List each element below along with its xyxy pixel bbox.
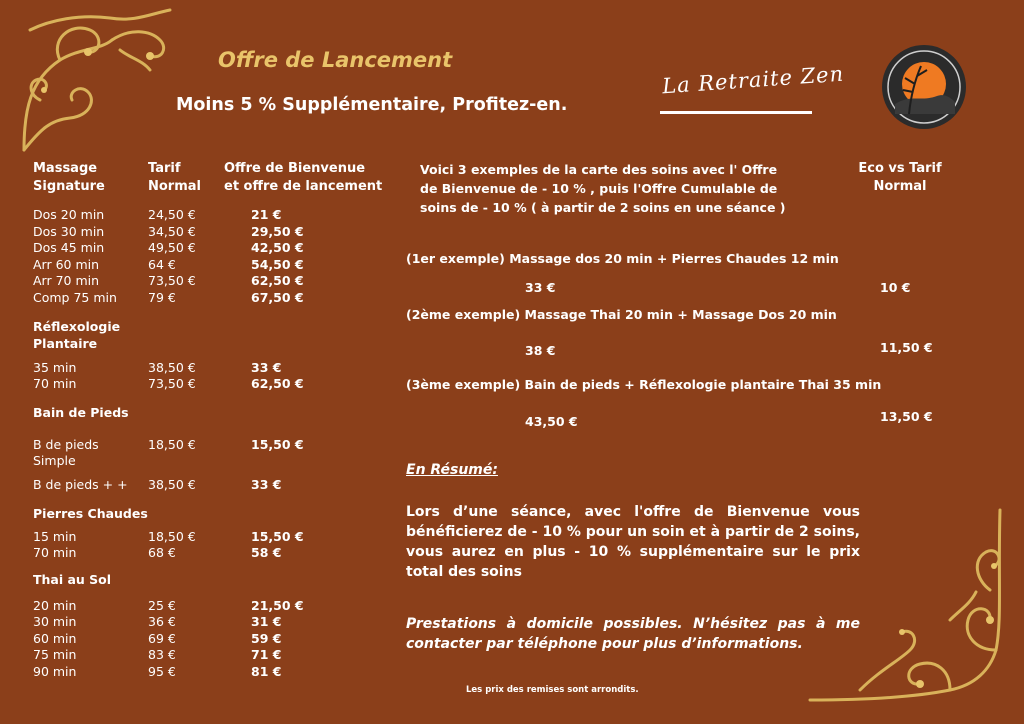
example-eco: 13,50 € — [880, 409, 933, 424]
example-label: (2ème exemple) Massage Thai 20 min + Massage Dos 20 min — [406, 307, 837, 322]
thai-normal-price: 83 € — [148, 647, 176, 662]
thai-offer-price: 21,50 € — [251, 598, 304, 613]
massage-offer-price: 62,50 € — [251, 273, 304, 288]
massage-name: Dos 45 min — [33, 240, 105, 255]
thai-normal-price: 95 € — [148, 664, 176, 679]
examples-intro: Voici 3 exemples de la carte des soins avec l' Offre de Bienvenue de - 10 % , puis l'Offre Cumulable de soins de - 10 % ( à partir de 2 soins en une séance ) — [420, 162, 786, 215]
example-price: 43,50 € — [525, 414, 578, 429]
massage-normal-price: 64 € — [148, 257, 176, 272]
zen-logo-icon — [881, 44, 967, 130]
thai-name: 75 min — [33, 647, 77, 662]
page-title: Offre de Lancement — [218, 48, 453, 72]
example-price: 33 € — [525, 280, 556, 295]
massage-normal-price: 24,50 € — [148, 207, 196, 222]
massage-normal-price: 49,50 € — [148, 240, 196, 255]
section-title-reflexologie: Réflexologie Plantaire — [33, 319, 121, 351]
summary-body: Lors d’une séance, avec l'offre de Bienvenue vous bénéficierez de - 10 % pour un soin et à partir de 2 soins, vous aurez en plus - 10 % supplémentaire sur le prix total des soins — [406, 504, 860, 580]
thai-name: 90 min — [33, 664, 77, 679]
summary-title: En Résumé: — [406, 462, 498, 478]
pierres-normal-price: 18,50 € — [148, 529, 196, 544]
thai-name: 20 min — [33, 598, 77, 613]
col-header-tarif: Tarif Normal — [148, 161, 201, 194]
massage-offer-price: 42,50 € — [251, 240, 304, 255]
brand-underline — [660, 111, 812, 114]
col-header-massage: Massage Signature — [33, 161, 105, 194]
massage-normal-price: 79 € — [148, 290, 176, 305]
thai-offer-price: 31 € — [251, 614, 282, 629]
section-title-bain: Bain de Pieds — [33, 405, 129, 420]
example-eco: 10 € — [880, 280, 911, 295]
reflexologie-normal-price: 73,50 € — [148, 376, 196, 391]
thai-normal-price: 69 € — [148, 631, 176, 646]
footnote: Les prix des remises sont arrondits. — [466, 685, 639, 695]
eco-header: Eco vs Tarif Normal — [858, 161, 942, 194]
bain-normal-price: 18,50 € — [148, 437, 196, 452]
pierres-normal-price: 68 € — [148, 545, 176, 560]
reflexologie-normal-price: 38,50 € — [148, 360, 196, 375]
page-subtitle: Moins 5 % Supplémentaire, Profitez-en. — [176, 95, 568, 115]
bain-name: B de pieds + + — [33, 477, 128, 492]
massage-offer-price: 67,50 € — [251, 290, 304, 305]
reflexologie-offer-price: 33 € — [251, 360, 282, 375]
example-eco: 11,50 € — [880, 340, 933, 355]
massage-name: Arr 60 min — [33, 257, 100, 272]
massage-offer-price: 29,50 € — [251, 224, 304, 239]
reflexologie-name: 70 min — [33, 376, 77, 391]
bain-offer-price: 33 € — [251, 477, 282, 492]
massage-offer-price: 54,50 € — [251, 257, 304, 272]
bain-name: B de pieds Simple — [33, 437, 99, 468]
massage-offer-price: 21 € — [251, 207, 282, 222]
example-label: (1er exemple) Massage dos 20 min + Pierres Chaudes 12 min — [406, 251, 839, 266]
thai-normal-price: 36 € — [148, 614, 176, 629]
thai-offer-price: 71 € — [251, 647, 282, 662]
example-price: 38 € — [525, 343, 556, 358]
massage-name: Dos 20 min — [33, 207, 105, 222]
bain-offer-price: 15,50 € — [251, 437, 304, 452]
massage-name: Comp 75 min — [33, 290, 117, 305]
example-label: (3ème exemple) Bain de pieds + Réflexologie plantaire Thai 35 min — [406, 377, 882, 392]
home-service-note: Prestations à domicile possibles. N’hésitez pas à me contacter par téléphone pour plus d’informations. — [406, 616, 860, 652]
pierres-name: 15 min — [33, 529, 77, 544]
section-title-pierres: Pierres Chaudes — [33, 506, 148, 521]
reflexologie-offer-price: 62,50 € — [251, 376, 304, 391]
massage-name: Arr 70 min — [33, 273, 100, 288]
bain-normal-price: 38,50 € — [148, 477, 196, 492]
thai-normal-price: 25 € — [148, 598, 176, 613]
section-title-thai: Thai au Sol — [33, 572, 112, 587]
thai-name: 30 min — [33, 614, 77, 629]
massage-name: Dos 30 min — [33, 224, 105, 239]
thai-name: 60 min — [33, 631, 77, 646]
massage-normal-price: 34,50 € — [148, 224, 196, 239]
thai-offer-price: 59 € — [251, 631, 282, 646]
top-left-ornament-icon — [0, 0, 200, 175]
pierres-offer-price: 58 € — [251, 545, 282, 560]
massage-normal-price: 73,50 € — [148, 273, 196, 288]
thai-offer-price: 81 € — [251, 664, 282, 679]
pierres-name: 70 min — [33, 545, 77, 560]
reflexologie-name: 35 min — [33, 360, 77, 375]
brand-name: La Retraite Zen — [661, 61, 845, 99]
col-header-offre: Offre de Bienvenue et offre de lancement — [224, 161, 383, 194]
pierres-offer-price: 15,50 € — [251, 529, 304, 544]
